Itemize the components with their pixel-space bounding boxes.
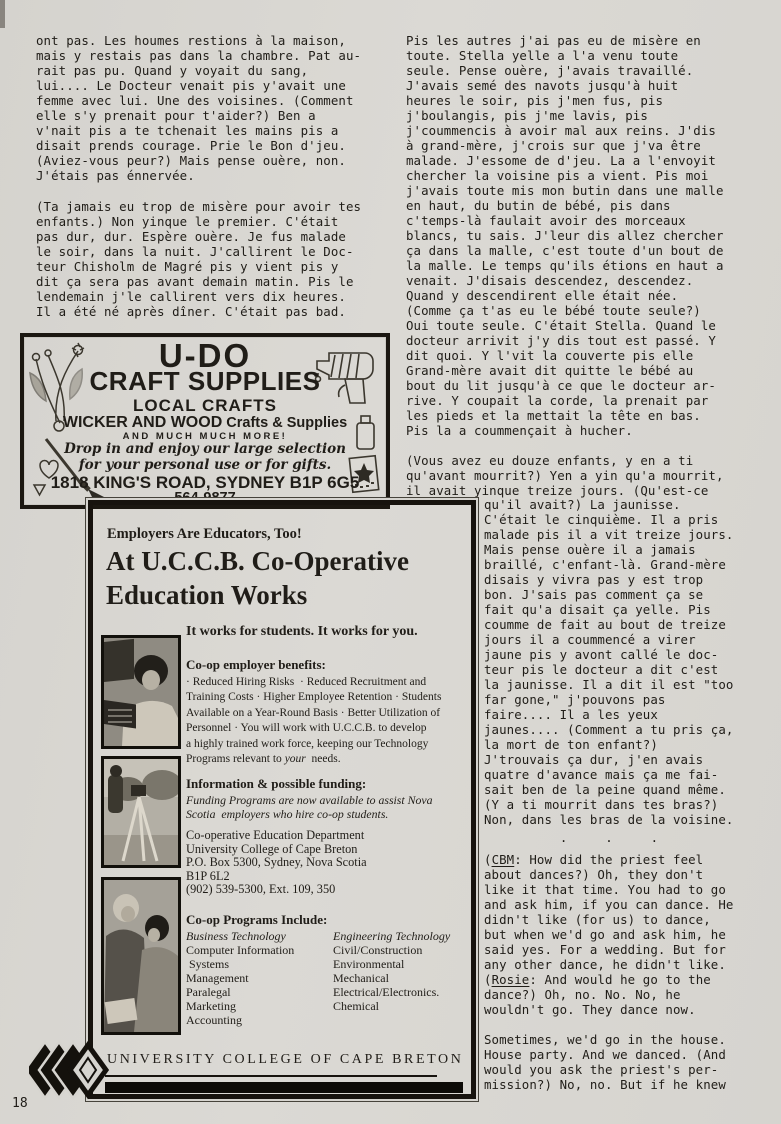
- uccb-coop-ad: [88, 500, 476, 1099]
- article-left-paragraph-2: (Ta jamais eu trop de misère pour avoir tes enfants.) Non yinque le premier. C'était pas dur, dur. Espère ouère. Je fus malade le soir, dans la nuit. J'callirent le Doc- teur Chisholm de Magré pis y vient pis y dit ça sera pas avant demain matin. Pis le lendemain j'le callirent vers dix heures. Il a été né après dîner. C'était pas bad.: [36, 199, 362, 319]
- udo-ad-local-crafts: LOCAL CRAFTS: [133, 396, 277, 415]
- article-left-paragraph-1: ont pas. Les houmes restions à la maison, mais y restais pas dans la chambre. Pat au- rait pas pu. Quand y voyait du sang, lui.... Le Docteur venait pis y'avait une femme avec lui. Une des voisines. (Comment elle s'y prenait pour t'aider?) Ben a v'nait pis a te tchenait les mains pis a disait prends courage. Prie le Bon d'jeu. (Aviez-vous peur?) Mais pense ouère, non. J'étais pas énnervée.: [36, 33, 362, 183]
- udo-ad-phone: 564-9877: [174, 490, 236, 506]
- photo-instructor-and-student: [101, 877, 181, 1035]
- article-right-narrow-text-english: (CBM: How did the priest feel about dances?) Oh, they don't like it that time. You had to go and ask him, if you can dance. He didn't like (for us) to dance, but when we'd go and ask him, he said yes. For a wedding. But for any other dance, he didn't like. (Rosie: And would he go to the dance?) Oh, no. No. No, he wouldn't go. They dance now. Sometimes, we'd go in the house. House party. And we danced. (And would you ask the priest's per- mission?) No, no. But if he knew: [484, 852, 734, 1092]
- uccb-funding-heading: Information & possible funding:: [186, 776, 367, 791]
- uccb-benefits-body: · Reduced Hiring Risks · Reduced Recruitment and Training Costs · Higher Employee Retention · Students Available on a Year-Round Basis · Better Utilization of Personnel · You will work with U.C.C.B. to develop a highly trained work force, keeping our Technology Programs relevant to your needs.: [186, 676, 442, 766]
- article-right-narrow-text-french: qu'il avait?) La jaunisse. C'était le cinquième. Il a pris malade pis il a vit treize jours. Mais pense ouère il a jamais braillé, c'enfant-là. Grand-mère disais y vivra pas y est trop bon. J'sais pas comment ça se fait qu'a disait ça yelle. Pis coumme de fait au bout de treize jours il a coummencé a virer jaune pis y avont callé le doc- teur pis le docteur a dit c'est la jaunisse. Il a dit il est "too far gone," j'pouvons pas faire.... Il a les yeux jaunes.... (Comment a tu pris ça, la mort de ton enfant?) J'trouvais ça dur, j'en avais quatre d'avance mais ça me fai- sait ben de la peine quand même. (Y a ti mourrit dans tes bras?) Non, dans les bras de la voisine.: [484, 497, 734, 827]
- uccb-benefits-heading: Co-op employer benefits:: [186, 657, 326, 672]
- scan-artifact: [0, 0, 5, 28]
- uccb-ad-title-line-2: Education Works: [106, 580, 308, 610]
- udo-ad-wicker-caps: WICKER AND WOOD: [62, 414, 223, 431]
- udo-ad-much-more: AND MUCH MUCH MORE!: [122, 431, 288, 442]
- photo-students-surveying: [101, 756, 181, 868]
- section-separator-dots: . . .: [559, 830, 659, 845]
- uccb-address-block: Co-operative Education Department University College of Cape Breton P.O. Box 5300, Sydney, Nova Scotia B1P 6L2 (902) 539-5300, Ext. 109, 350: [186, 828, 367, 896]
- uccb-footer-bar: [105, 1082, 463, 1093]
- uccb-ad-kicker: Employers Are Educators, Too!: [107, 526, 302, 542]
- uccb-diamonds-logo-icon: [29, 1040, 109, 1100]
- uccb-funding-body: Funding Programs are now available to assist Nova Scotia employers who hire co-op students.: [186, 793, 433, 821]
- page-number: 18: [12, 1096, 28, 1111]
- udo-craft-supplies-ad: [20, 333, 390, 509]
- article-right-wide-text: Pis les autres j'ai pas eu de misère en toute. Stella yelle a l'a venu toute seule. Pense ouère, j'avais travaillé. J'avais semé des navots jusqu'à huit heures le soir, pis j'men fus, pis j'boulangis, pis j'me lavis, pis j'coummencis à avoir mal aux reins. J'dis à grand-mère, j'crois sur que j'va être malade. J'essome de d'jeu. La a l'envoyit chercher la voisine pis a vient. Pis moi j'avais toute mis mon butin dans une malle en haut, du butin de bébé, pis dans c'temps-là faulait avoir des morceaux blancs, tu sais. J'leur dis allez chercher ça dans la malle, c'est toute d'un bout de la malle. Le temps qu'ils étions en haut a venait. J'disais descendez, descendez. Quand y descendirent elle était née. (Comme ça t'as eu le bébé toute seule?) Oui toute seule. C'était Stella. Quand le docteur arrivit j'y dis tout est passé. Y dit quoi. Y l'vit la couverte pis elle Grand-mère avait dit quitte le bébé au bout du lit jusqu'à ce que le docteur ar- rive. Y coupait la corde, la prenait par les pieds et la mettait la tête en bas. Pis la a coummençait à hucher. (Vous avez eu douze enfants, y en a ti qu'avant mourrit?) Yen a yin qu'a mourrit, il avait yinque treize jours. (Qu'est-ce: [406, 33, 724, 498]
- uccb-programs-column-2: Engineering Technology Civil/Construction Environmental Mechanical Electrical/Electronics. Chemical: [333, 929, 451, 1013]
- uccb-programs-heading: Co-op Programs Include:: [186, 912, 328, 927]
- udo-ad-script-line-2: for your personal use or for gifts.: [78, 457, 332, 473]
- uccb-ad-tagline: It works for students. It works for you.: [186, 624, 418, 639]
- udo-ad-script-line-1: Drop in and enjoy our large selection: [64, 441, 346, 457]
- uccb-ad-title-line-1: At U.C.C.B. Co-Operative: [106, 546, 409, 576]
- udo-ad-title: U-DO: [158, 337, 252, 374]
- udo-ad-subtitle: CRAFT SUPPLIES: [89, 366, 321, 396]
- photo-student-at-computer: [101, 635, 181, 749]
- uccb-programs-column-1: Business Technology Computer Information Systems Management Paralegal Marketing Accounting: [186, 929, 295, 1027]
- uccb-footer-name: UNIVERSITY COLLEGE OF CAPE BRETON: [107, 1052, 464, 1067]
- udo-ad-address: 1818 KING'S ROAD, SYDNEY B1P 6G5: [50, 473, 360, 492]
- uccb-footer-underline: [105, 1075, 437, 1077]
- udo-ad-wicker-sub: Crafts & Supplies: [222, 415, 348, 431]
- udo-ad-wicker-line: [24, 415, 386, 431]
